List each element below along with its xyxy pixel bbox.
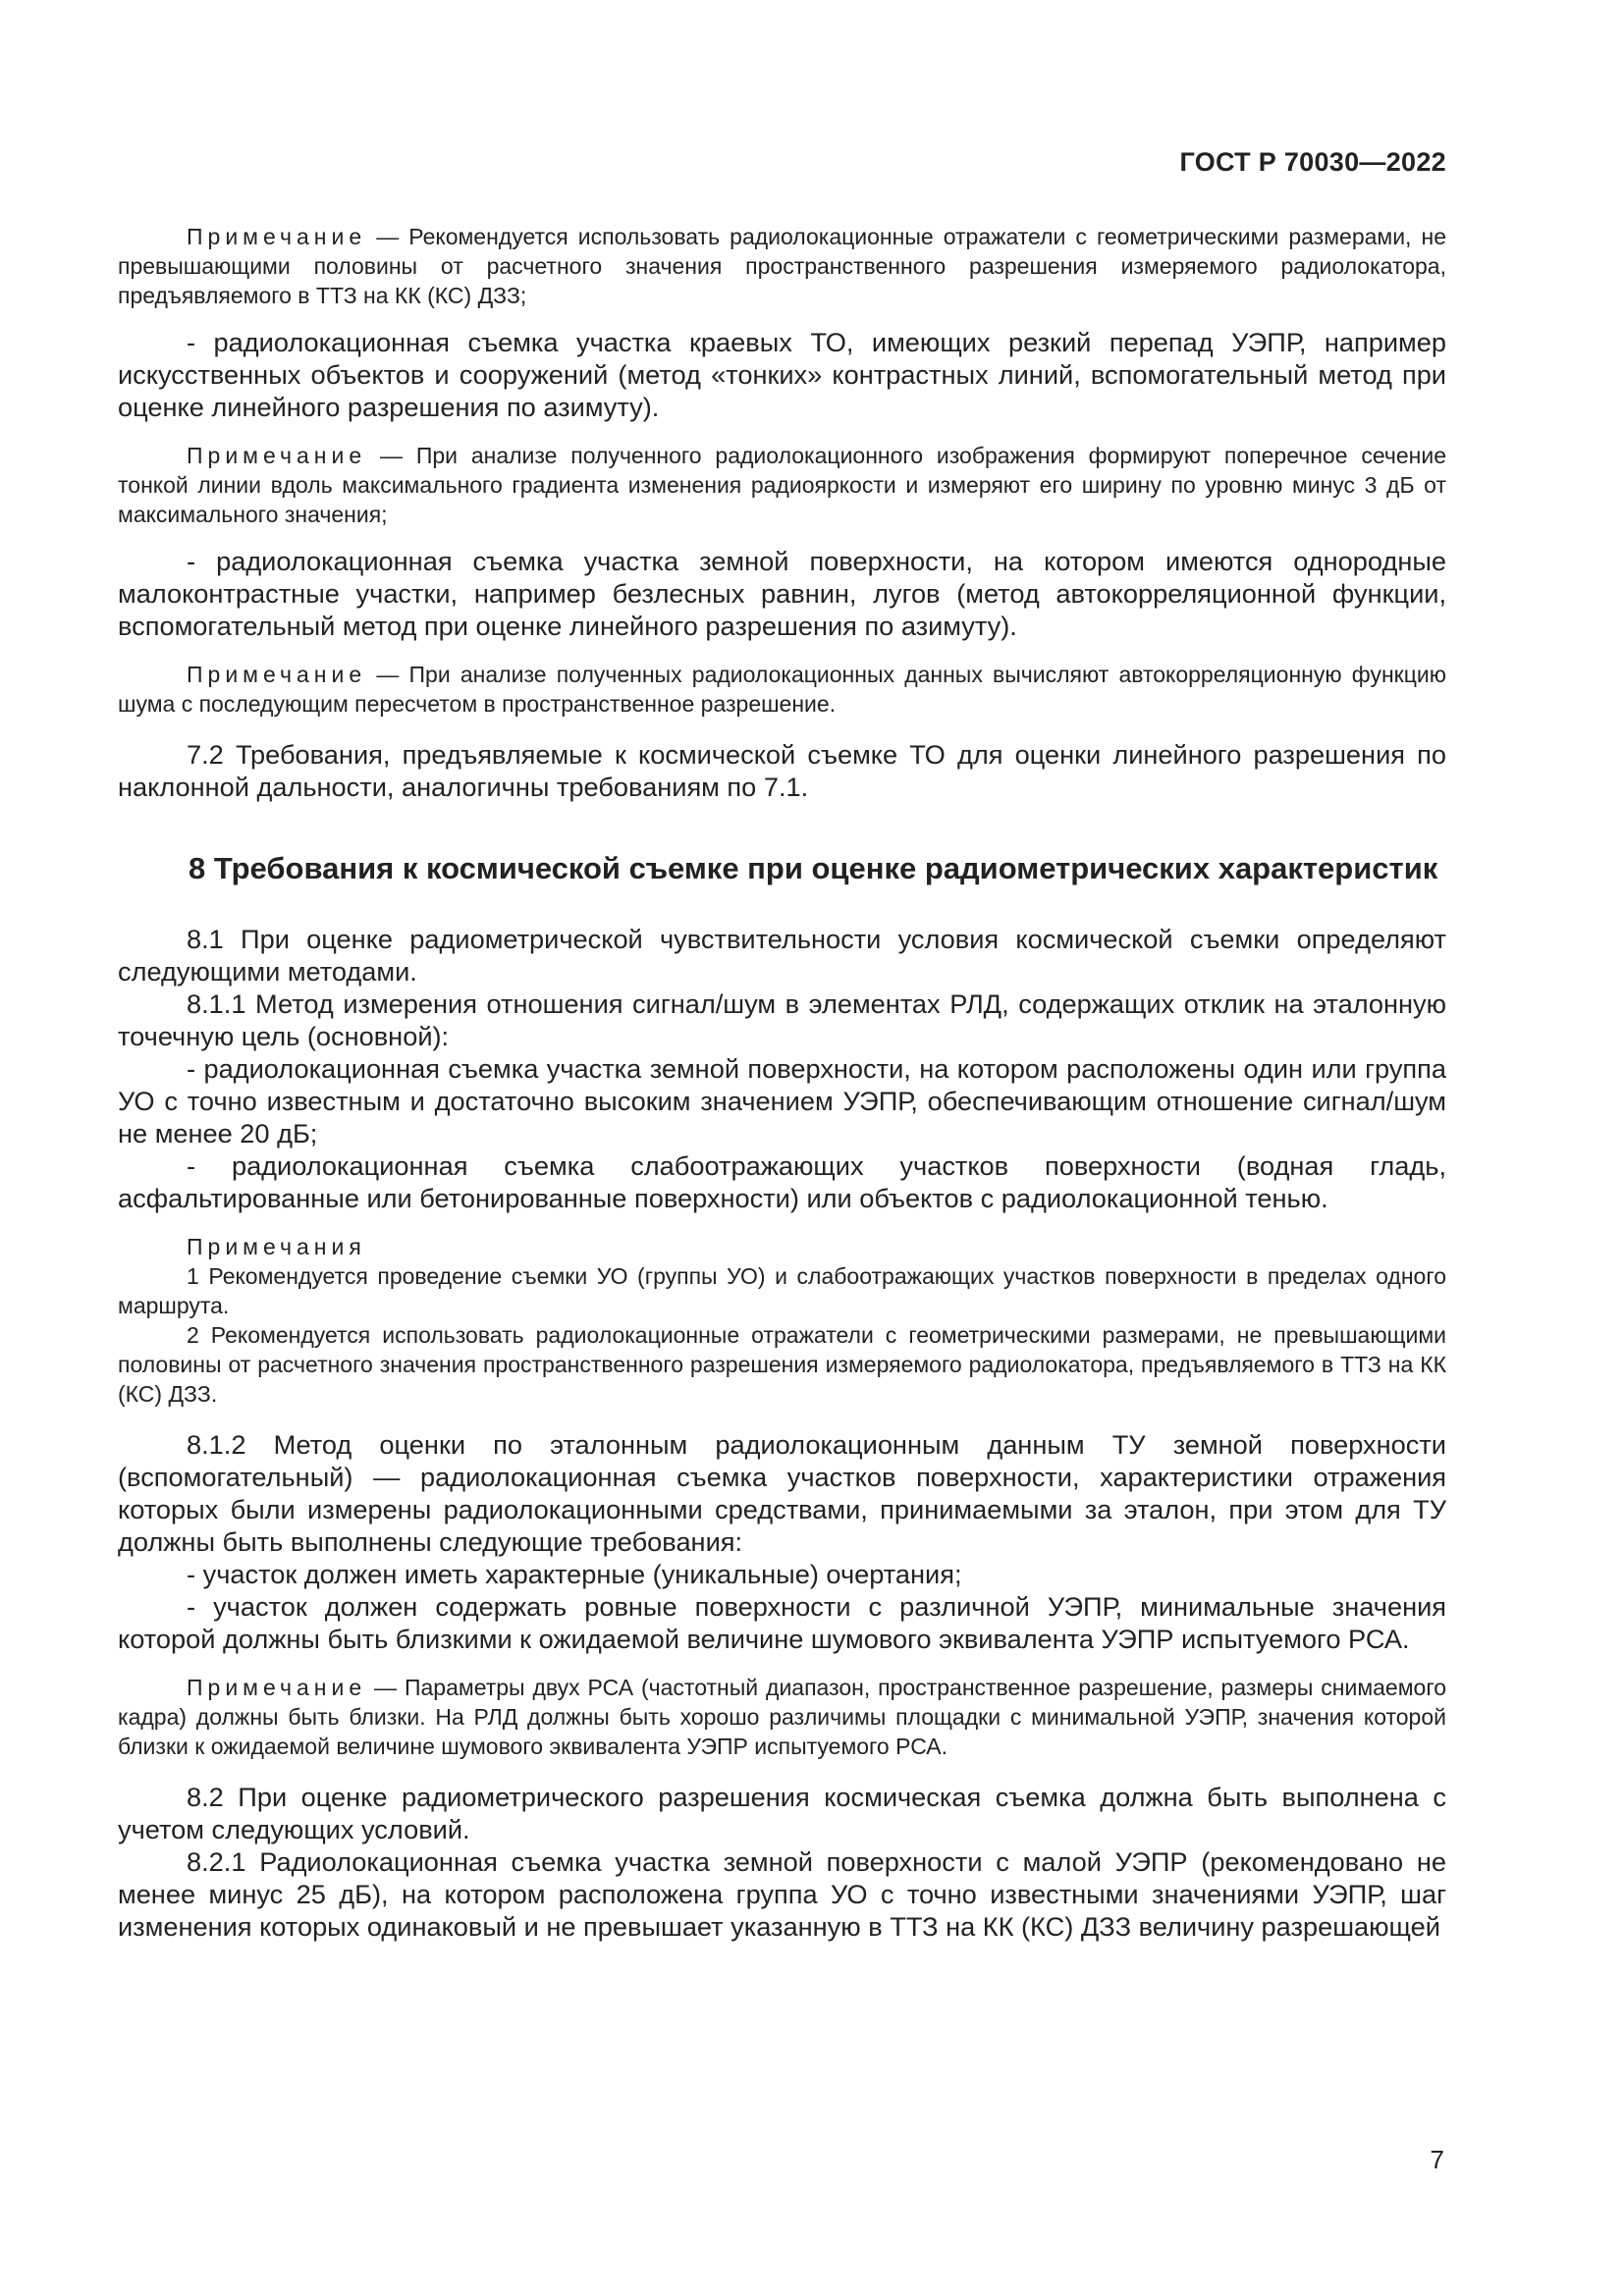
note-label: Примечание (187, 1675, 367, 1700)
page-body (118, 222, 1446, 1943)
note-label: Примечание (187, 662, 367, 687)
note-item-2: 2 Рекомендуется использовать радиолокационные отражатели с геометрическими размерами, не превышающими половины от расчетного значения пространственного разрешения измеряемого радиолокатора, предъявляемого в ТТЗ на КК (КС) ДЗЗ. (118, 1322, 1446, 1407)
note-text: — Параметры двух РСА (частотный диапазон, пространственное разрешение, размеры снимаемого кадра) должны быть близки. На РЛД должны быть хорошо различимы площадки с минимальной УЭПР, значения которой близки к ожидаемой величине шумового эквивалента УЭПР испытуемого РСА. (118, 1675, 1446, 1759)
note-text: — При анализе полученного радиолокационного изображения формируют поперечное сечение тонкой линии вдоль максимального градиента изменения радиояркости и измеряют его ширину по уровню минус 3 дБ от максимального значения; (118, 443, 1446, 527)
clause-8-1-1: 8.1.1 Метод измерения отношения сигнал/шум в элементах РЛД, содержащих отклик на эталонную точечную цель (основной): (118, 988, 1446, 1051)
clause-8-1: 8.1 При оценке радиометрической чувствительности условия космической съемки определяют следующими методами. (118, 924, 1446, 987)
clause-8-2: 8.2 При оценке радиометрического разрешения космическая съемка должна быть выполнена с учетом следующих условий. (118, 1782, 1446, 1844)
note-item-1: 1 Рекомендуется проведение съемки УО (группы УО) и слабоотражающих участков поверхности в пределах одного маршрута. (118, 1263, 1446, 1318)
list-item: - радиолокационная съемка слабоотражающих участков поверхности (водная гладь, асфальтированные или бетонированные поверхности) или объектов с радиолокационной тенью. (118, 1150, 1446, 1213)
section-heading-8: 8 Требования к космической съемке при оценке радиометрических характеристик (189, 851, 1438, 885)
note-label: Примечание (187, 224, 367, 249)
list-item: - радиолокационная съемка участка краевых ТО, имеющих резкий перепад УЭПР, например искусственных объектов и сооружений (метод «тонких» контрастных линий, вспомогательный метод при оценке линейного разрешения по азимуту). (118, 327, 1446, 422)
clause-8-1-2: 8.1.2 Метод оценки по эталонным радиолокационным данным ТУ земной поверхности (вспомогательный) — радиолокационная съемка участков поверхности, характеристики отражения которых были измерены радиолокационными средствами, принимаемыми за эталон, при этом для ТУ должны быть выполнены следующие требования: (118, 1429, 1446, 1557)
note-label: Примечание (187, 443, 367, 468)
note-paragraph (118, 441, 1446, 529)
clause-8-2-1: 8.2.1 Радиолокационная съемка участка земной поверхности с малой УЭПР (рекомендовано не менее минус 25 дБ), на котором расположена группа УО с точно известными значениями УЭПР, шаг изменения которых одинаковый и не превышает указанную в ТТЗ на КК (КС) ДЗЗ величину разрешающей (118, 1846, 1446, 1942)
note-paragraph (118, 222, 1446, 310)
note-paragraph (118, 1673, 1446, 1761)
document-code: ГОСТ Р 70030—2022 (1179, 147, 1446, 177)
note-text: — При анализе полученных радиолокационных данных вычисляют автокорреляционную функцию шума с последующим пересчетом в пространственное разрешение. (118, 662, 1446, 717)
list-item: - радиолокационная съемка участка земной поверхности, на котором имеются однородные малоконтрастные участки, например безлесных равнин, лугов (метод автокорреляционной функции, вспомогательный метод при оценке линейного разрешения по азимуту). (118, 546, 1446, 641)
list-item: - участок должен содержать ровные поверхности с различной УЭПР, минимальные значения которой должны быть близкими к ожидаемой величине шумового эквивалента УЭПР испытуемого РСА. (118, 1591, 1446, 1654)
page-number: 7 (1430, 2145, 1444, 2174)
note-text: — Рекомендуется использовать радиолокационные отражатели с геометрическими размерами, не превышающими половины от расчетного значения пространственного разрешения измеряемого радиолокатора, предъявляемого в ТТЗ на КК (КС) ДЗЗ; (118, 224, 1446, 308)
clause-7-2: 7.2 Требования, предъявляемые к космической съемке ТО для оценки линейного разрешения по наклонной дальности, аналогичны требованиям по 7.1. (118, 739, 1446, 802)
notes-heading: Примечания (187, 1234, 366, 1259)
list-item: - участок должен иметь характерные (уникальные) очертания; (187, 1559, 962, 1589)
note-paragraph (118, 660, 1446, 719)
list-item: - радиолокационная съемка участка земной поверхности, на котором расположены один или группа УО с точно известным и достаточно высоким значением УЭПР, обеспечивающим отношение сигнал/шум не менее 20 дБ; (118, 1053, 1446, 1148)
